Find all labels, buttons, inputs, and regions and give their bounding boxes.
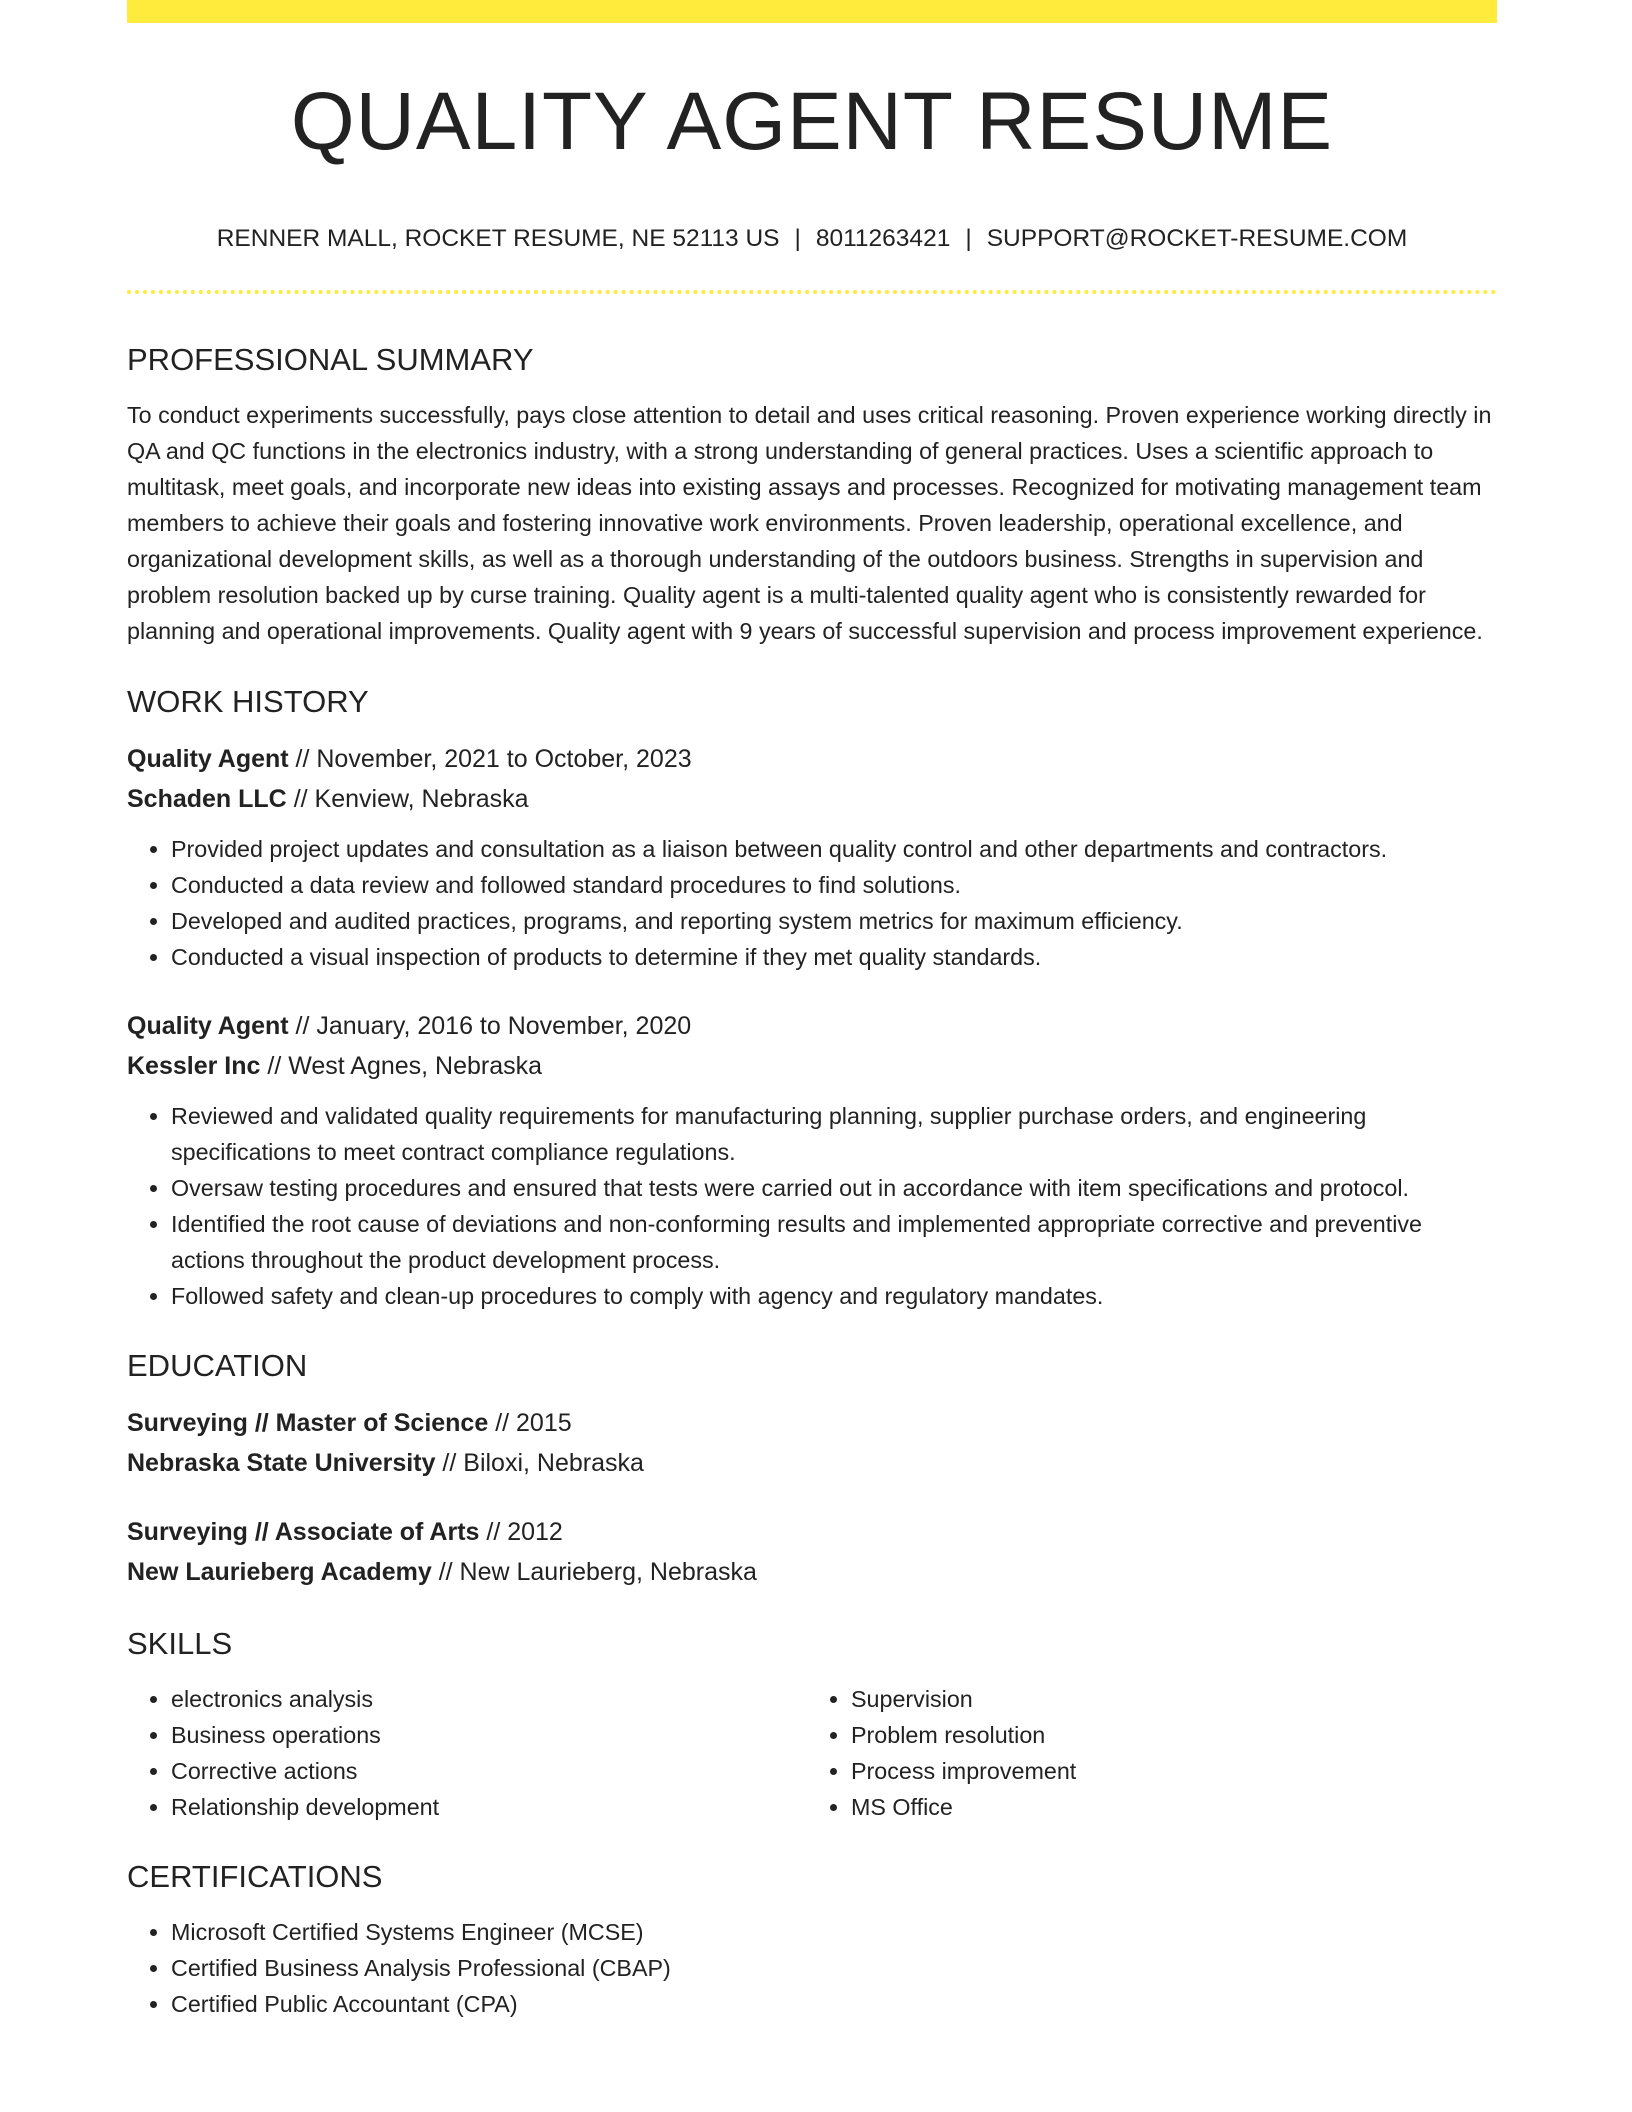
job-company: Kessler Inc <box>127 1051 261 1080</box>
list-item: • Followed safety and clean-up procedures to comply with agency and regulatory mandates. <box>171 1278 1497 1314</box>
list-item: • Oversaw testing procedures and ensured that tests were carried out in accordance with item specifications and protocol. <box>171 1170 1497 1206</box>
certification-item: • Certified Public Accountant (CPA) <box>171 1986 1497 2022</box>
top-accent-bar <box>127 0 1497 23</box>
job-role: Quality Agent <box>127 744 289 773</box>
resume-page <box>127 0 1497 2022</box>
job-bullets <box>127 831 1497 975</box>
skills-grid <box>127 1681 1497 1825</box>
skill-item: • Business operations <box>171 1717 801 1753</box>
skills-column <box>127 1681 801 1825</box>
skill-item: • Supervision <box>851 1681 1481 1717</box>
section-title-summary: PROFESSIONAL SUMMARY <box>127 341 534 377</box>
education-school-line <box>127 1552 1497 1592</box>
education-location: // Biloxi, Nebraska <box>435 1448 644 1477</box>
job-company-line <box>127 1046 1497 1086</box>
certifications-list <box>127 1914 1497 2022</box>
skill-item: • MS Office <box>851 1789 1481 1825</box>
job-entry <box>127 1006 1497 1314</box>
section-title-skills: SKILLS <box>127 1625 233 1661</box>
education-entry <box>127 1403 1497 1483</box>
job-dates: // January, 2016 to November, 2020 <box>288 1011 692 1040</box>
skill-item: • Process improvement <box>851 1753 1481 1789</box>
section-title-education: EDUCATION <box>127 1347 308 1383</box>
dotted-divider <box>127 290 1497 294</box>
job-role-line <box>127 739 1497 779</box>
resume-title: QUALITY AGENT RESUME <box>290 76 1334 167</box>
contact-separator: | <box>965 225 972 252</box>
certification-item: • Microsoft Certified Systems Engineer (MCSE) <box>171 1914 1497 1950</box>
section-title-work-history: WORK HISTORY <box>127 683 369 719</box>
job-location: // West Agnes, Nebraska <box>260 1051 543 1080</box>
job-entry <box>127 739 1497 975</box>
list-item: • Reviewed and validated quality requirements for manufacturing planning, supplier purchase orders, and engineering specifications to meet contract compliance regulations. <box>171 1098 1497 1170</box>
education-year: // 2015 <box>488 1408 572 1437</box>
list-item: • Conducted a data review and followed standard procedures to find solutions. <box>171 867 1497 903</box>
education-year: // 2012 <box>479 1517 563 1546</box>
skill-item: • Problem resolution <box>851 1717 1481 1753</box>
job-location: // Kenview, Nebraska <box>286 784 529 813</box>
job-role-line <box>127 1006 1497 1046</box>
list-item: • Identified the root cause of deviations and non-conforming results and implemented appropriate corrective and preventive actions throughout the product development process. <box>171 1206 1497 1278</box>
job-company: Schaden LLC <box>127 784 287 813</box>
education-degree-line <box>127 1403 1497 1443</box>
education-school: Nebraska State University <box>127 1448 436 1477</box>
education-degree: Surveying // Associate of Arts <box>127 1517 480 1546</box>
contact-separator: | <box>794 225 801 252</box>
contact-phone: 8011263421 <box>815 225 951 252</box>
education-degree-line <box>127 1512 1497 1552</box>
certification-item: • Certified Business Analysis Professional (CBAP) <box>171 1950 1497 1986</box>
summary-text: To conduct experiments successfully, pays close attention to detail and uses critical reasoning. Proven experience working directly in QA and QC functions in the electronics industry, with a strong understanding of general practices. Uses a scientific approach to multitask, meet goals, and incorporate new ideas into existing assays and processes. Recognized for motivating management team members to achieve their goals and fostering innovative work environments. Proven leadership, operational excellence, and organizational development skills, as well as a thorough understanding of the outdoors business. Strengths in supervision and problem resolution backed up by curse training. Quality agent is a multi-talented quality agent who is consistently rewarded for planning and operational improvements. Quality agent with 9 years of successful supervision and process improvement experience. <box>127 401 1492 644</box>
contact-address: RENNER MALL, ROCKET RESUME, NE 52113 US <box>216 225 780 252</box>
education-location: // New Laurieberg, Nebraska <box>431 1557 757 1586</box>
education-school: New Laurieberg Academy <box>127 1557 432 1586</box>
education-degree: Surveying // Master of Science <box>127 1408 489 1437</box>
education-school-line <box>127 1443 1497 1483</box>
job-role: Quality Agent <box>127 1011 289 1040</box>
skills-column <box>801 1681 1481 1825</box>
list-item: • Conducted a visual inspection of products to determine if they met quality standards. <box>171 939 1497 975</box>
list-item: • Developed and audited practices, programs, and reporting system metrics for maximum efficiency. <box>171 903 1497 939</box>
contact-email: SUPPORT@ROCKET-RESUME.COM <box>986 225 1408 252</box>
skill-item: • Corrective actions <box>171 1753 801 1789</box>
contact-line <box>127 227 1497 252</box>
job-dates: // November, 2021 to October, 2023 <box>288 744 692 773</box>
job-company-line <box>127 779 1497 819</box>
education-entry <box>127 1512 1497 1592</box>
skill-item: • electronics analysis <box>171 1681 801 1717</box>
list-item: • Provided project updates and consultation as a liaison between quality control and other departments and contractors. <box>171 831 1497 867</box>
skill-item: • Relationship development <box>171 1789 801 1825</box>
job-bullets <box>127 1098 1497 1314</box>
section-title-certifications: CERTIFICATIONS <box>127 1858 383 1894</box>
